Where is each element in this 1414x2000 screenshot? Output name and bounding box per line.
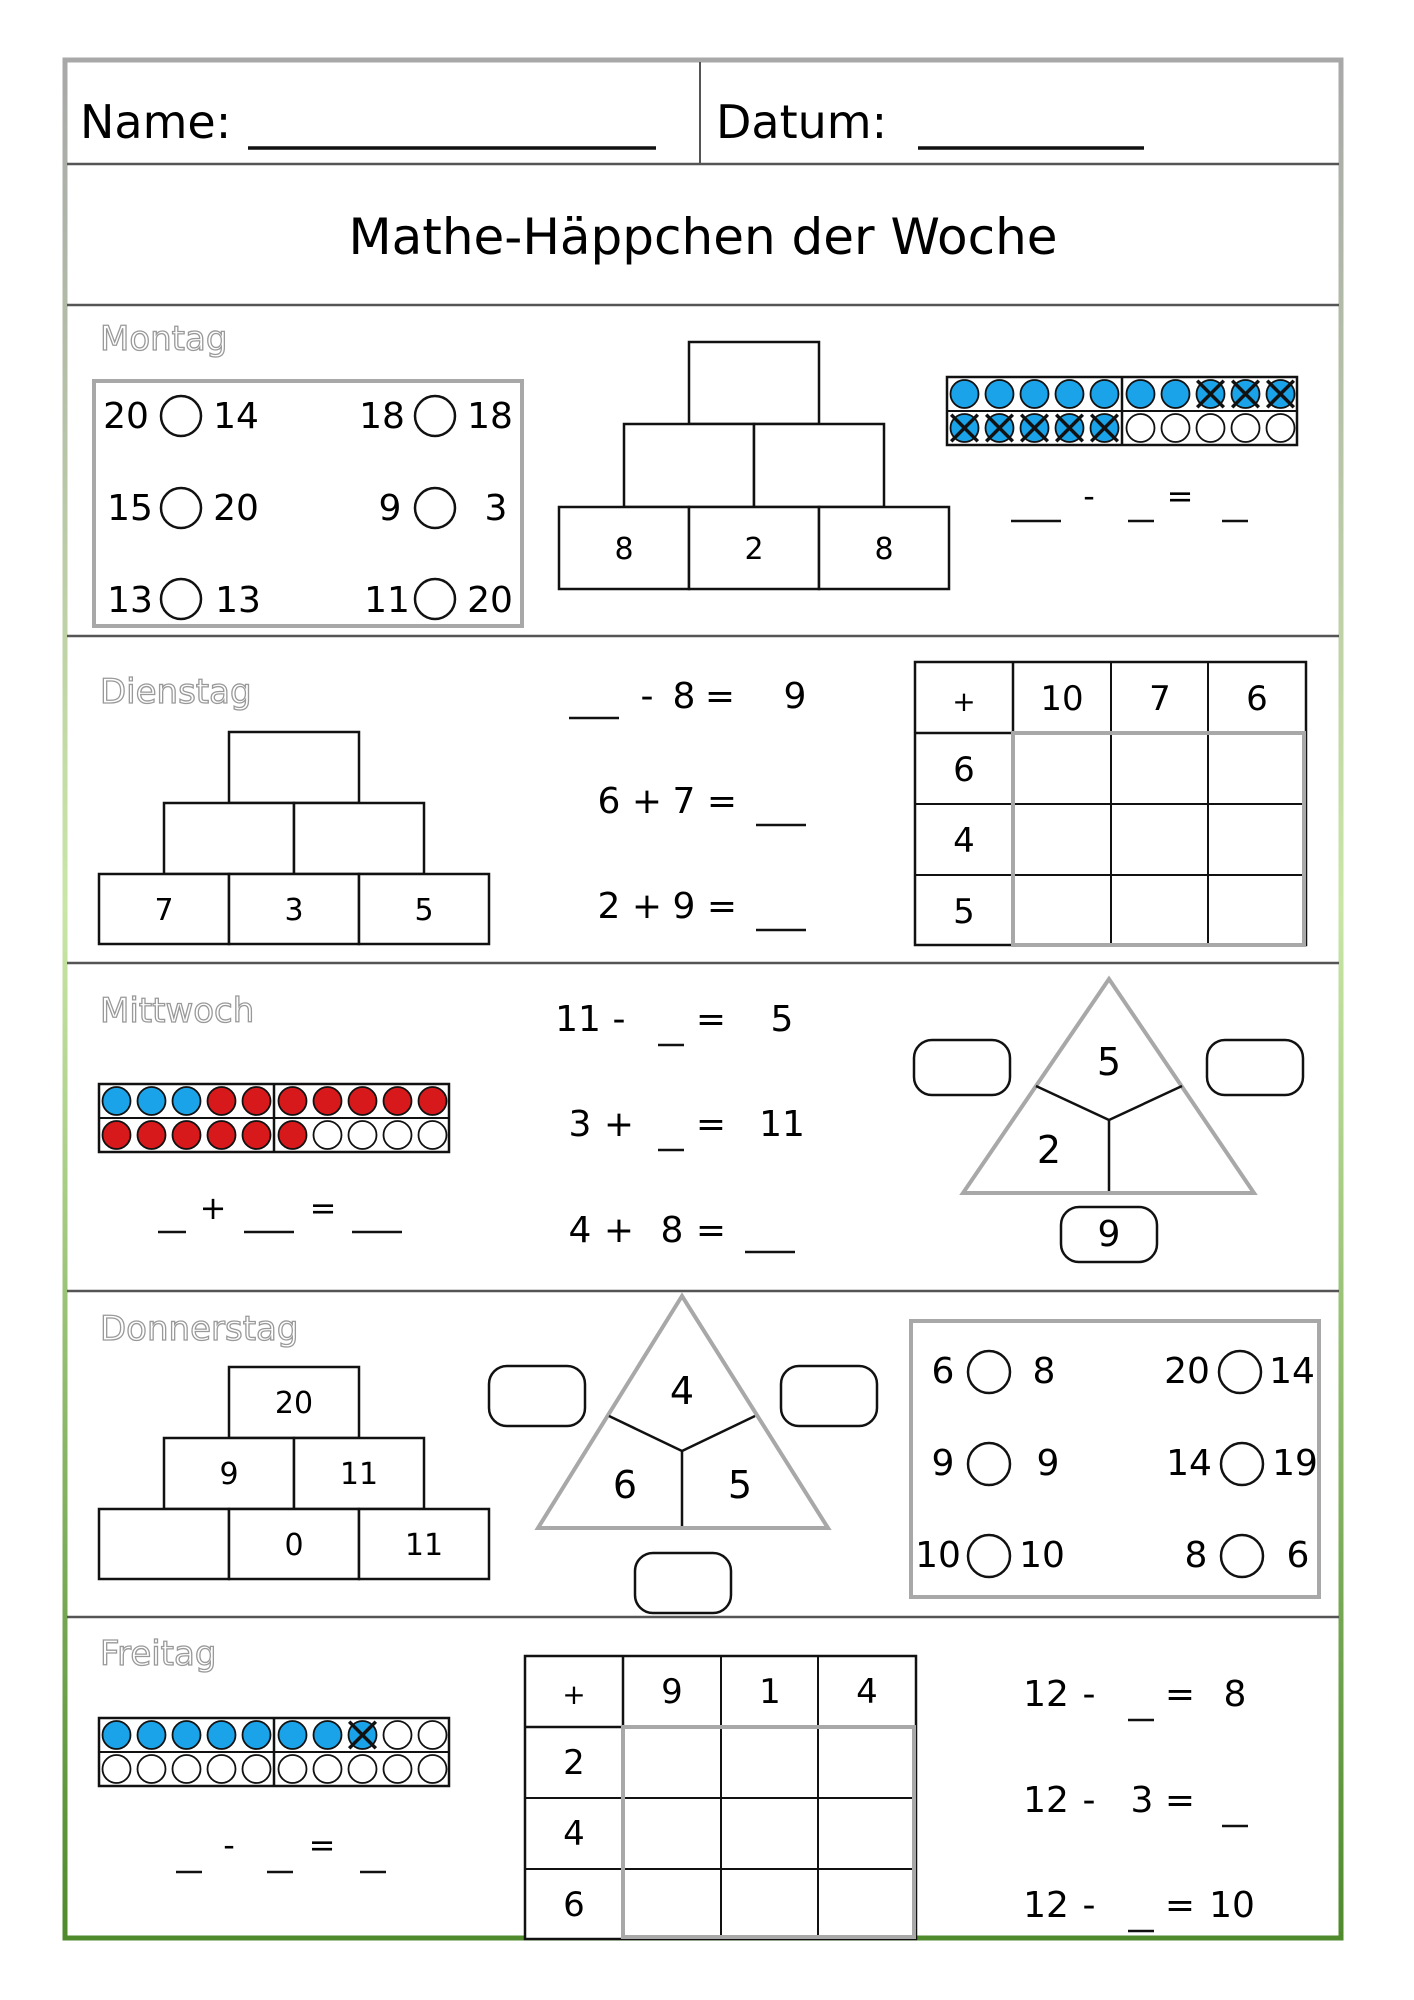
svg-text:12: 12 [1023,1780,1069,1821]
table-col-header: 1 [759,1672,781,1712]
svg-text:=: = [704,676,736,717]
svg-text:=: = [706,781,738,822]
counter [1056,380,1084,408]
svg-text:3: 3 [568,1104,592,1145]
counter [349,1755,377,1783]
pyramid-cell[interactable] [624,424,754,507]
compare-circle[interactable] [415,396,455,436]
thursday-number-triangle [489,1296,877,1613]
compare-left: 9 [378,488,402,529]
compare-circle[interactable] [161,488,201,528]
svg-text:11: 11 [759,1104,805,1145]
counter [1127,380,1155,408]
pyramid-cell[interactable] [294,803,424,874]
monday-equation [1083,477,1193,515]
counter [419,1121,447,1149]
friday-twenty-rack [99,1718,449,1786]
svg-text:8: 8 [672,676,696,717]
pyramid-mid-value: 9 [219,1457,239,1492]
svg-text:8: 8 [1223,1674,1247,1715]
counter [243,1087,271,1115]
table-row-header: 2 [563,1743,585,1783]
compare-left: 11 [364,580,410,621]
counter [349,1121,377,1149]
compare-left: 9 [931,1443,955,1484]
counter [1127,414,1155,442]
counter [419,1087,447,1115]
compare-left: 6 [931,1351,955,1392]
compare-left: 20 [103,396,149,437]
triangle-sum-box[interactable] [914,1040,1010,1095]
pyramid-base-value: 2 [744,532,764,567]
pyramid-base-value: 8 [874,532,894,567]
svg-text:4: 4 [568,1210,592,1251]
compare-right: 3 [484,488,508,529]
svg-text:-: - [1082,1885,1096,1926]
pyramid-cell[interactable] [229,732,359,803]
counter [173,1721,201,1749]
pyramid-base-value: 7 [154,893,174,928]
tuesday-addition-table [915,662,1306,945]
triangle-left-value: 6 [612,1463,638,1507]
day-label-tuesday: Dienstag [100,672,252,712]
svg-text:+: + [199,1189,227,1227]
table-row-header: 5 [953,892,975,932]
compare-circle[interactable] [415,488,455,528]
counter [349,1087,377,1115]
compare-right: 18 [467,396,513,437]
table-col-header: 6 [1246,679,1268,719]
svg-text:=: = [309,1189,337,1227]
wednesday-number-triangle [914,979,1303,1262]
counter [384,1087,412,1115]
counter [279,1755,307,1783]
table-row-header: 6 [563,1885,585,1925]
table-row-header: 4 [953,821,975,861]
svg-text:=: = [308,1826,336,1864]
counter [103,1087,131,1115]
counter [1021,380,1049,408]
svg-text:=: = [1164,1780,1196,1821]
date-label: Datum: [716,95,888,149]
counter [1091,380,1119,408]
pyramid-cell[interactable] [99,1509,229,1579]
counter [986,380,1014,408]
compare-right: 9 [1036,1443,1060,1484]
counter [314,1121,342,1149]
day-label-thursday: Donnerstag [100,1309,299,1349]
compare-right: 10 [1019,1535,1065,1576]
day-label-wednesday: Mittwoch [100,991,255,1031]
triangle-sum-box[interactable] [781,1366,877,1426]
counter [103,1121,131,1149]
compare-left: 15 [107,488,153,529]
counter [138,1755,166,1783]
svg-text:12: 12 [1023,1674,1069,1715]
tuesday-equations [598,676,807,927]
table-operator: + [562,1678,586,1711]
triangle-top-value: 5 [1096,1040,1122,1084]
svg-text:6: 6 [597,781,621,822]
compare-left: 10 [915,1535,961,1576]
counter [208,1121,236,1149]
svg-text:+: + [603,1104,635,1145]
svg-text:5: 5 [770,999,794,1040]
name-label: Name: [80,95,232,149]
svg-text:2: 2 [597,886,621,927]
svg-text:8: 8 [660,1210,684,1251]
counter [384,1121,412,1149]
svg-text:=: = [706,886,738,927]
triangle-sum-box[interactable] [489,1366,585,1426]
svg-text:+: + [631,781,663,822]
counter [173,1087,201,1115]
header [67,62,1339,164]
compare-circle[interactable] [1221,1535,1263,1577]
pyramid-cell[interactable] [754,424,884,507]
svg-text:=: = [695,1104,727,1145]
pyramid-cell[interactable] [164,803,294,874]
counter [279,1087,307,1115]
counter [208,1087,236,1115]
svg-text:=: = [1164,1674,1196,1715]
pyramid-mid-value: 11 [339,1457,379,1492]
friday-equation [223,1826,335,1864]
wednesday-equation [200,1189,337,1227]
compare-left: 14 [1166,1443,1212,1484]
compare-right: 14 [1269,1351,1315,1392]
pyramid-base-value: 0 [284,1528,304,1563]
counter [951,380,979,408]
compare-circle[interactable] [968,1535,1010,1577]
monday-twenty-rack [947,377,1297,445]
svg-text:-: - [1083,477,1095,515]
counter [384,1755,412,1783]
compare-circle[interactable] [968,1443,1010,1485]
counter [208,1755,236,1783]
counter [314,1755,342,1783]
svg-text:+: + [603,1210,635,1251]
pyramid-base-value: 8 [614,532,634,567]
table-row-header: 6 [953,750,975,790]
svg-text:-: - [1082,1674,1096,1715]
counter [103,1721,131,1749]
svg-text:-: - [1082,1780,1096,1821]
svg-text:9: 9 [783,676,807,717]
svg-text:=: = [1166,477,1194,515]
counter [314,1721,342,1749]
compare-right: 14 [213,396,259,437]
table-row-header: 4 [563,1814,585,1854]
counter [314,1087,342,1115]
svg-text:11: 11 [555,999,601,1040]
day-label-monday: Montag [100,319,228,359]
counter [419,1755,447,1783]
counter [243,1721,271,1749]
counter [384,1721,412,1749]
svg-text:+: + [631,886,663,927]
counter [1232,414,1260,442]
counter [103,1755,131,1783]
counter [1197,414,1225,442]
compare-circle[interactable] [161,396,201,436]
compare-circle[interactable] [161,579,201,619]
svg-text:10: 10 [1209,1885,1255,1926]
counter [243,1121,271,1149]
pyramid-top-value: 20 [274,1386,314,1421]
counter [173,1121,201,1149]
compare-left: 8 [1184,1535,1208,1576]
counter [1162,380,1190,408]
svg-text:12: 12 [1023,1885,1069,1926]
counter [279,1721,307,1749]
pyramid-base-value: 5 [414,893,434,928]
triangle-bottom-sum: 9 [1097,1214,1121,1255]
triangle-top-value: 4 [669,1369,695,1413]
compare-circle[interactable] [1221,1443,1263,1485]
counter [173,1755,201,1783]
compare-circle[interactable] [415,579,455,619]
triangle-sum-box[interactable] [635,1553,731,1613]
compare-right: 19 [1272,1443,1318,1484]
table-operator: + [952,685,976,718]
counter [138,1121,166,1149]
pyramid-cell[interactable] [689,342,819,424]
compare-right: 20 [467,580,513,621]
counter [1267,414,1295,442]
table-col-header: 9 [661,1672,683,1712]
pyramid-base-value: 11 [404,1528,444,1563]
svg-text:-: - [640,676,654,717]
counter [279,1121,307,1149]
compare-right: 8 [1032,1351,1056,1392]
triangle-sum-box[interactable] [1207,1040,1303,1095]
svg-text:=: = [1164,1885,1196,1926]
monday-compare-box [94,381,522,626]
svg-text:-: - [612,999,626,1040]
counter [208,1721,236,1749]
counter [138,1087,166,1115]
compare-left: 18 [359,396,405,437]
table-col-header: 10 [1040,679,1084,719]
thursday-compare-box [911,1321,1319,1597]
counter [1162,414,1190,442]
compare-right: 20 [213,488,259,529]
compare-left: 13 [107,580,153,621]
svg-text:-: - [223,1826,235,1864]
page-title: Mathe-Häppchen der Woche [348,208,1058,266]
compare-circle[interactable] [968,1351,1010,1393]
compare-right: 6 [1286,1535,1310,1576]
table-col-header: 4 [856,1672,878,1712]
wednesday-equations [555,999,805,1251]
compare-left: 20 [1164,1351,1210,1392]
svg-text:3: 3 [1130,1780,1154,1821]
svg-text:9: 9 [672,886,696,927]
svg-text:=: = [695,1210,727,1251]
pyramid-base-value: 3 [284,893,304,928]
counter [419,1721,447,1749]
svg-text:7: 7 [672,781,696,822]
compare-circle[interactable] [1219,1351,1261,1393]
triangle-left-value: 2 [1036,1128,1062,1172]
counter [138,1721,166,1749]
friday-addition-table [525,1656,916,1939]
triangle-right-value: 5 [727,1463,753,1507]
friday-equations [1023,1674,1255,1926]
counter [243,1755,271,1783]
compare-right: 13 [215,580,261,621]
day-label-friday: Freitag [100,1634,217,1674]
wednesday-twenty-rack [99,1084,449,1152]
svg-text:=: = [695,999,727,1040]
table-col-header: 7 [1149,679,1171,719]
